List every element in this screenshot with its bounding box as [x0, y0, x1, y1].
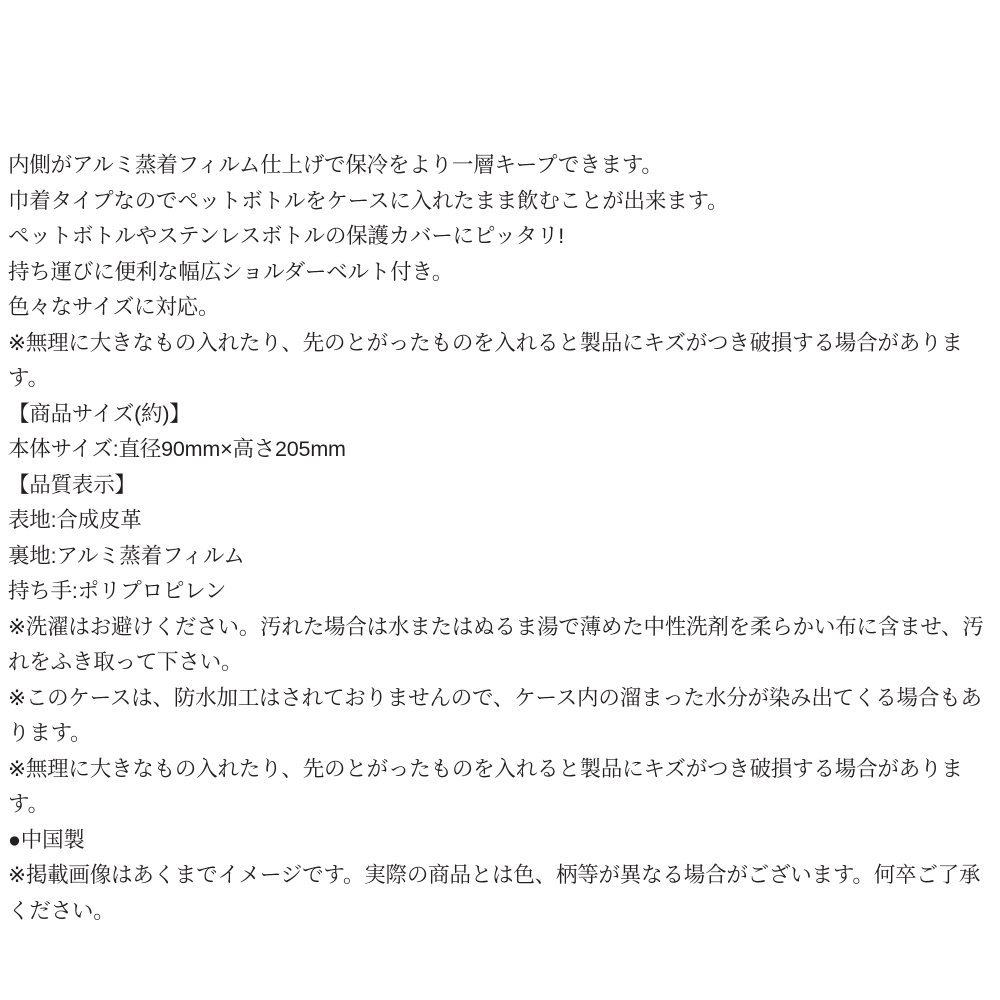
description-line: 巾着タイプなのでペットボトルをケースに入れたまま飲むことが出来ます。 — [8, 188, 729, 213]
description-line: 持ち運びに便利な幅広ショルダーベルト付き。 — [8, 259, 454, 284]
origin-country: ●中国製 — [8, 827, 85, 852]
description-note-line: ※無理に大きなもの入れたり、先のとがったものを入れると製品にキズがつき破損する場合があります。 — [8, 330, 963, 390]
image-disclaimer: ※掲載画像はあくまでイメージです。実際の商品とは色、柄等が異なる場合がございます。何卒ご了承ください。 — [8, 863, 981, 923]
description-text-block — [8, 148, 990, 929]
care-note-waterproof: ※このケースは、防水加工はされておりませんので、ケース内の溜まった水分が染み出てくる場合もあります。 — [8, 685, 982, 745]
description-line: ペットボトルやステンレスボトルの保護カバーにピッタリ! — [8, 224, 565, 248]
description-line: 色々なサイズに対応。 — [8, 295, 220, 319]
size-heading: 【商品サイズ(約)】 — [8, 401, 191, 426]
size-value: 本体サイズ:直径90mm×高さ205mm — [8, 437, 346, 461]
material-handle: 持ち手:ポリプロピレン — [8, 579, 227, 603]
material-outer: 表地:合成皮革 — [8, 508, 142, 532]
care-note-damage: ※無理に大きなもの入れたり、先のとがったものを入れると製品にキズがつき破損する場合があります。 — [8, 756, 963, 816]
description-line: 内側がアルミ蒸着フィルム仕上げで保冷をより一層キープできます。 — [8, 153, 663, 177]
material-lining: 裏地:アルミ蒸着フィルム — [8, 543, 245, 568]
care-note-wash: ※洗濯はお避けください。汚れた場合は水またはぬるま湯で薄めた中性洗剤を柔らかい布に含ませ、汚れをふき取って下さい。 — [8, 614, 984, 674]
quality-heading: 【品質表示】 — [8, 472, 136, 497]
